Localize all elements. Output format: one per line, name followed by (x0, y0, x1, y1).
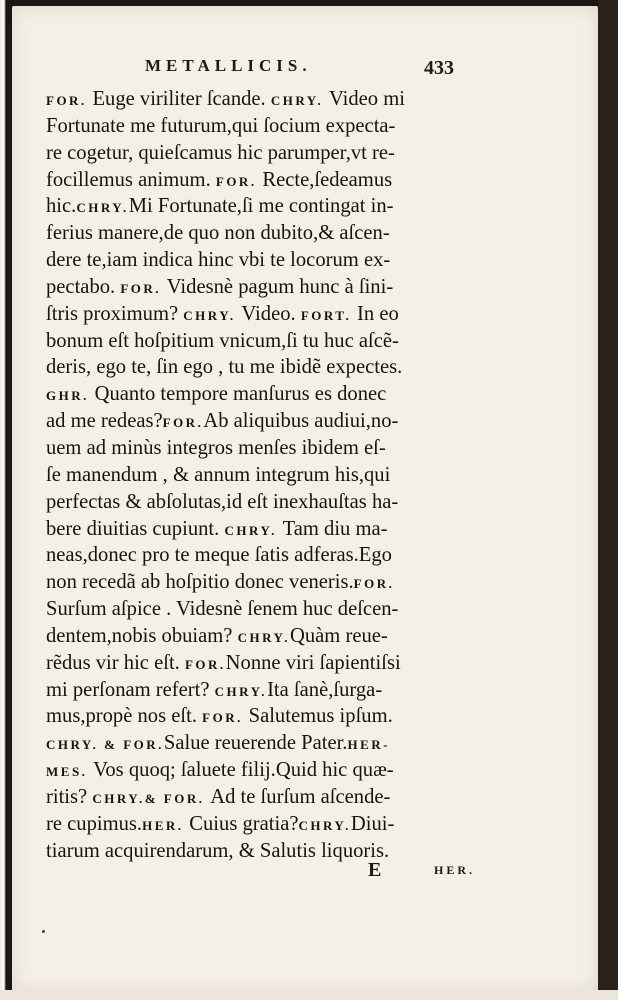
text-segment: re cupimus. (46, 812, 143, 835)
text-line (46, 462, 482, 489)
text-segment: mus,propè nos eſt. (46, 705, 203, 728)
text-line (46, 838, 482, 865)
text-line (46, 489, 482, 516)
text-segment: Diui- (350, 812, 395, 835)
speaker-label: CHRY. (237, 629, 290, 645)
text-segment: Surſum aſpice . Videsnè ſenem huc deſcen- (46, 598, 399, 621)
signature-mark: E (368, 859, 382, 881)
text-segment: dere te,iam indica hinc vbi te locorum ex- (46, 249, 391, 272)
text-line (46, 113, 482, 140)
text-segment: hic. (46, 195, 77, 218)
catchword: HER. (434, 863, 476, 877)
text-segment: bonum eſt hoſpitium vnicum,ſi tu huc aſcẽ- (46, 329, 399, 352)
text-line (46, 516, 482, 543)
text-segment: perfectas & abſolutas,id eſt inexhauſtas ha- (46, 490, 399, 513)
speaker-label: CHRY.& FOR. (92, 790, 211, 806)
speaker-label: HER. (142, 817, 190, 833)
text-line (46, 435, 482, 462)
text-line (46, 811, 482, 838)
text-line (46, 86, 482, 113)
speaker-label: FOR. (202, 710, 249, 726)
text-segment: focillemus animum. (46, 168, 216, 191)
text-segment: Vos quoq; ſaluete filij.Quid hic quæ- (93, 759, 394, 782)
speaker-label: MES. (46, 764, 94, 780)
text-line (46, 703, 482, 730)
body-text (46, 86, 482, 864)
speaker-label: CHRY. (270, 93, 329, 108)
text-segment: Nonne viri ſapientiſsi (225, 651, 401, 674)
text-segment: tiarum acquirendarum, & Salutis liquoris. (46, 839, 390, 862)
text-segment: Mi Fortunate,ſi me contingat in- (128, 195, 394, 218)
page-number: 433 (424, 57, 454, 79)
text-segment: Salue reuerende Pater. (163, 732, 348, 755)
text-segment: In eo (357, 302, 399, 325)
text-segment: deris, ego te, ſin ego , tu me ibidẽ expectes. (46, 356, 403, 379)
speaker-label: GHR. (46, 388, 95, 404)
speaker-label: FOR. (184, 656, 226, 672)
text-line (46, 247, 482, 274)
text-segment: pectabo. (46, 275, 121, 298)
text-line (46, 193, 482, 220)
text-segment: Video. (241, 302, 301, 325)
text-line (46, 381, 482, 408)
speaker-label: CHRY. (76, 200, 129, 216)
speaker-label: FORT. (300, 307, 358, 323)
text-segment: mi perſonam refert? (46, 678, 215, 701)
text-line (46, 167, 482, 194)
speaker-label: CHRY. & FOR. (46, 737, 164, 753)
page-binding-shadow (598, 0, 618, 1000)
text-segment: Recte,ſedeamus (262, 168, 393, 191)
text-segment: ritis? (46, 785, 93, 808)
text-line (46, 757, 482, 784)
text-line (46, 301, 482, 328)
speaker-label: CHRY. (183, 307, 242, 323)
text-segment: Ita ſanè,ſurga- (267, 678, 383, 701)
text-line (46, 220, 482, 247)
text-segment: Euge viriliter ſcande. (92, 88, 271, 110)
text-segment: Ab aliquibus audiui,no- (203, 410, 399, 433)
text-segment: re cogetur, quieſcamus hic parumper,vt re- (46, 141, 395, 164)
text-segment: Ad te ſurſum aſcende- (210, 785, 391, 808)
text-line (46, 328, 482, 355)
text-segment: ferius manere,de quo non dubito,& aſcen- (46, 222, 390, 245)
speaker-label: CHRY. (214, 683, 268, 699)
speaker-label: FOR. (46, 93, 93, 108)
text-line (46, 730, 482, 757)
running-head: METALLICIS. (145, 56, 312, 75)
text-segment: Quanto tempore manſurus es donec (94, 383, 387, 406)
speaker-label: FOR. (162, 415, 204, 431)
speaker-label: FOR. (353, 576, 395, 592)
speaker-label: CHRY. (224, 522, 283, 538)
text-segment: Fortunate me futurum,qui ſocium expecta- (46, 114, 396, 137)
text-line (46, 650, 482, 677)
speaker-label: CHRY. (298, 817, 351, 833)
text-line (46, 569, 482, 596)
text-segment: ſe manendum , & annum integrum his,qui (46, 463, 391, 486)
speaker-label: FOR. (215, 173, 263, 189)
text-line (46, 354, 482, 381)
speaker-label: HER- (347, 737, 390, 753)
text-line (46, 408, 482, 435)
speaker-label: FOR. (120, 280, 167, 296)
text-segment: Videsnè pagum hunc à ſini- (166, 275, 394, 298)
text-segment: rẽdus vir hic eſt. (46, 651, 185, 674)
text-segment: ſtris proximum? (46, 302, 184, 325)
text-segment: uem ad minùs integros menſes ibidem eſ- (46, 436, 386, 459)
text-line (46, 784, 482, 811)
ink-speck (42, 930, 45, 933)
text-segment: Tam diu ma- (282, 517, 388, 540)
text-segment: ad me redeas? (46, 410, 163, 433)
text-segment: dentem,nobis obuiam? (46, 624, 238, 647)
text-line (46, 274, 482, 301)
text-segment: Cuius gratia? (189, 812, 299, 835)
text-segment: neas,donec pro te meque ſatis adferas.Ego (46, 544, 392, 567)
text-segment: Salutemus ipſum. (248, 705, 393, 728)
text-segment: Quàm reue- (290, 624, 388, 647)
page-bottom-edge (0, 990, 618, 1000)
text-line (46, 677, 482, 704)
text-segment: Video mi (329, 88, 405, 110)
text-line (46, 623, 482, 650)
text-line (46, 542, 482, 569)
text-segment: non recedã ab hoſpitio donec veneris. (46, 571, 354, 594)
text-line (46, 596, 482, 623)
text-segment: bere diuitias cupiunt. (46, 517, 225, 540)
text-line (46, 140, 482, 167)
